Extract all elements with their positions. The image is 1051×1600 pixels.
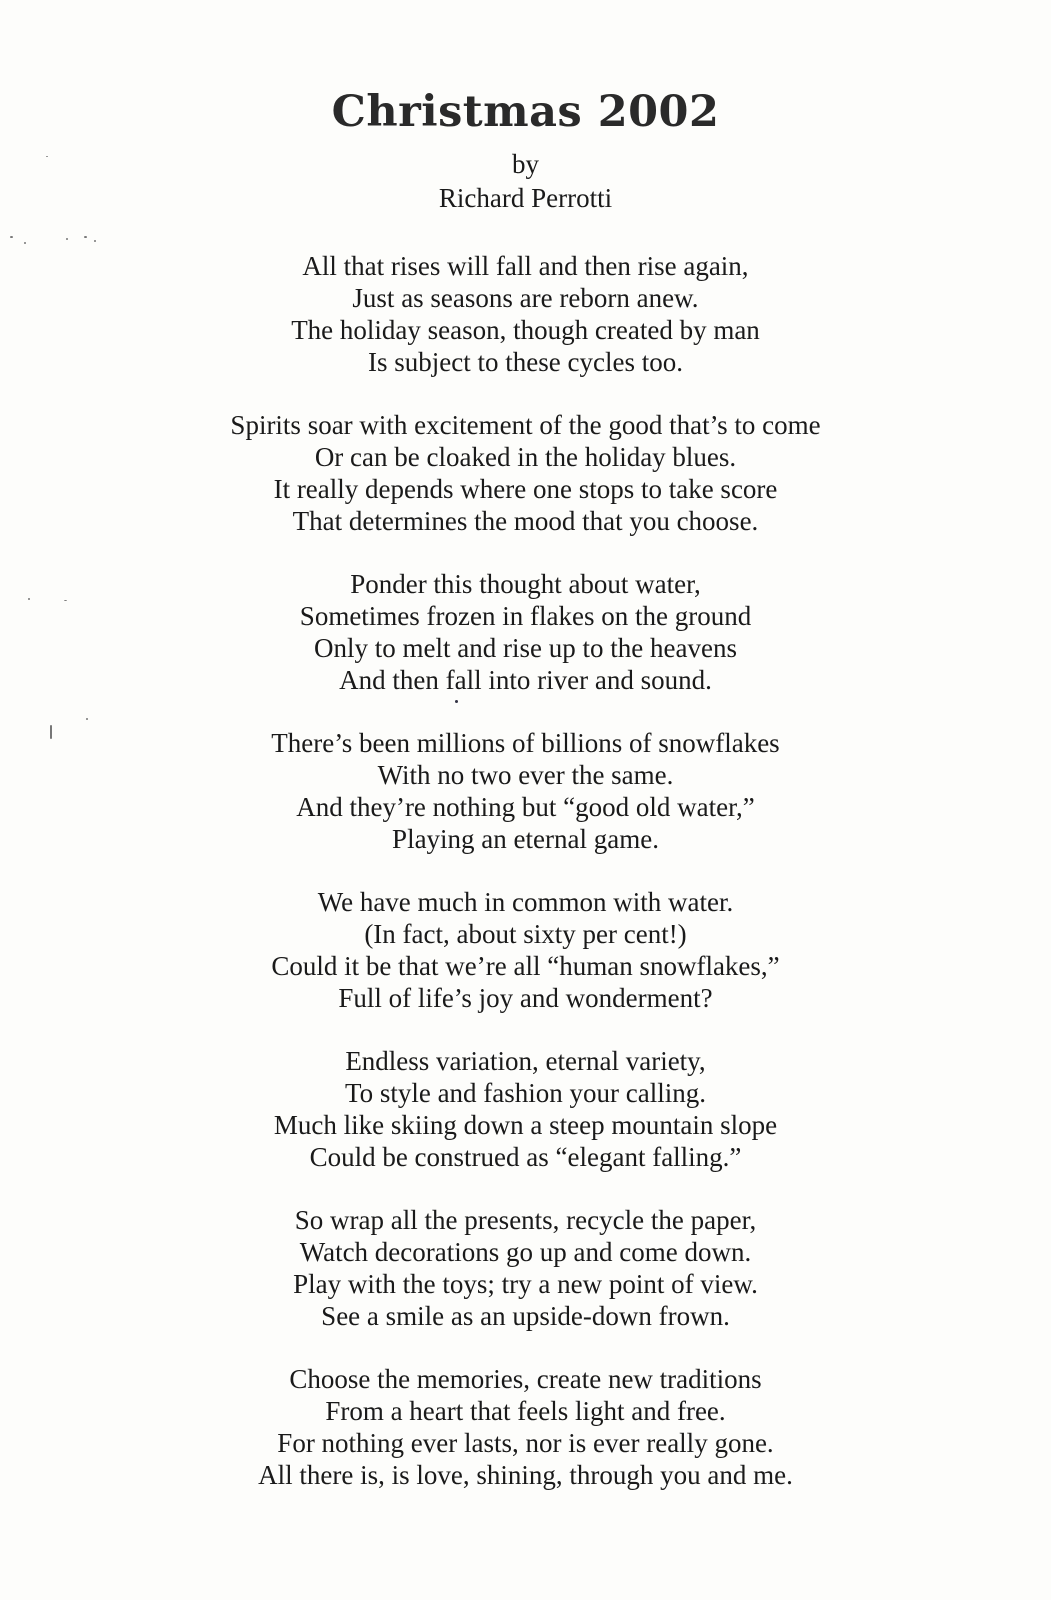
poem-line: The holiday season, though created by man [291, 315, 760, 345]
poem-line: For nothing ever lasts, nor is ever really gone. [277, 1428, 774, 1458]
stanza [0, 1045, 1051, 1173]
poem-line: Is subject to these cycles too. [368, 347, 683, 377]
scan-speck [24, 242, 26, 244]
poem-line: Or can be cloaked in the holiday blues. [314, 442, 737, 472]
stanza [0, 1363, 1051, 1491]
poem-line: Could it be that we’re all “human snowflakes,” [271, 951, 780, 981]
poem-line: Ponder this thought about water, [350, 569, 701, 599]
scan-speck [10, 236, 13, 238]
poem-line: To style and fashion your calling. [344, 1078, 707, 1108]
poem-line: That determines the mood that you choose. [292, 506, 759, 536]
poem-line: Could be construed as “elegant falling.” [309, 1142, 742, 1172]
byline-by: by [512, 149, 539, 179]
poem-title: Christmas 2002 [331, 87, 720, 137]
poem-line: And then fall into river and sound. [339, 665, 712, 695]
poem-line: With no two ever the same. [377, 760, 674, 790]
poem-line: Watch decorations go up and come down. [299, 1237, 752, 1267]
poem-line: Sometimes frozen in flakes on the ground [299, 601, 752, 631]
poem-line: We have much in common with water. [317, 887, 734, 917]
author-name: Richard Perrotti [438, 183, 613, 213]
poem-line: Much like skiing down a steep mountain slope [273, 1110, 778, 1140]
poem-line: So wrap all the presents, recycle the paper, [294, 1205, 757, 1235]
stanza [0, 1204, 1051, 1332]
poem-body [0, 250, 1051, 1522]
poem-line: All that rises will fall and then rise again, [302, 251, 749, 281]
scan-speck [84, 236, 87, 238]
poem-line: Playing an eternal game. [392, 824, 659, 854]
scan-speck [94, 240, 96, 242]
stanza [0, 568, 1051, 696]
poem-line: Spirits soar with excitement of the good that’s to come [230, 410, 821, 440]
poem-line: From a heart that feels light and free. [325, 1396, 726, 1426]
poem-line: Only to melt and rise up to the heavens [314, 633, 737, 663]
stanza [0, 250, 1051, 378]
poem-line: There’s been millions of billions of snowflakes [271, 728, 780, 758]
poem-line: Just as seasons are reborn anew. [352, 283, 699, 313]
poem-line: See a smile as an upside-down frown. [321, 1301, 730, 1331]
poem-line: Endless variation, eternal variety, [345, 1046, 706, 1076]
poem-line: All there is, is love, shining, through you and me. [258, 1460, 793, 1490]
poem-line: It really depends where one stops to take score [273, 474, 778, 504]
poem-line: Choose the memories, create new traditions [289, 1364, 762, 1394]
scan-speck [66, 238, 68, 240]
stanza [0, 409, 1051, 537]
poem-line: (In fact, about sixty per cent!) [364, 919, 687, 949]
poem-line: And they’re nothing but “good old water,” [296, 792, 755, 822]
poem-line: Full of life’s joy and wonderment? [338, 983, 713, 1013]
stanza [0, 886, 1051, 1014]
poem-line: Play with the toys; try a new point of view. [293, 1269, 758, 1299]
stanza [0, 727, 1051, 855]
